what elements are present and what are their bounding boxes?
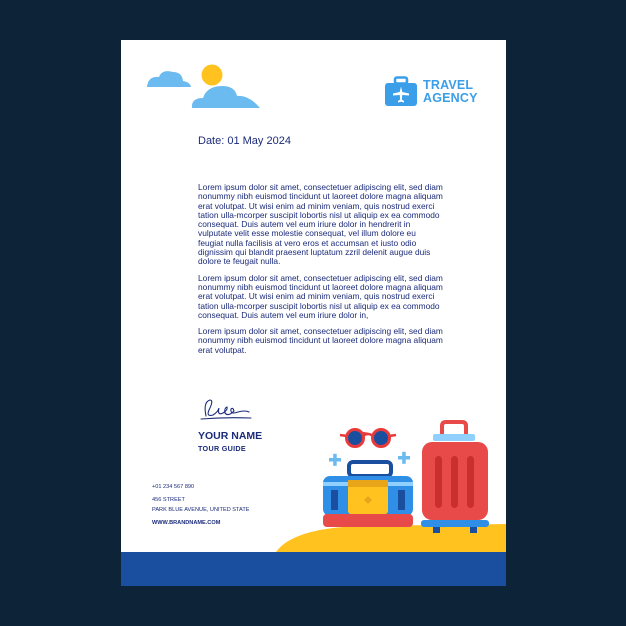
sun-icon bbox=[202, 65, 223, 86]
signer-name: YOUR NAME bbox=[198, 430, 263, 442]
sunglasses-icon bbox=[340, 430, 396, 447]
contact-website: WWW.BRANDNAME.COM bbox=[152, 520, 221, 526]
suitcase-icon bbox=[421, 422, 489, 533]
signer-role: TOUR GUIDE bbox=[198, 444, 246, 453]
travel-illustration bbox=[121, 410, 506, 586]
footer-band bbox=[121, 552, 506, 586]
brand-line-2: AGENCY bbox=[423, 91, 478, 105]
briefcase-plane-icon bbox=[384, 76, 418, 108]
brand-line-1: TRAVEL bbox=[423, 78, 474, 92]
letter-body bbox=[198, 183, 443, 362]
paragraph-1: Lorem ipsum dolor sit amet, consectetuer adipiscing elit, sed diam nonummy nibh euismod tincidunt ut laoreet dolore magna aliquam erat volutpat. Ut wisi enim ad minim veniam, quis nostrud exerci tation ulla-mcorper suscipit lobortis nisl ut aliquip ex ea commodo consequat. Duis autem vel eum iriure dolor in hendrerit in vulputate velit esse molestie consequat, vel illum dolore eu feugiat nulla facilisis at vero eros et accumsan et iusto odio dignissim qui blandit praesent luptatum zzril delenit augue duis dolore te feugait nulla. bbox=[198, 182, 443, 267]
brand-logo bbox=[384, 76, 478, 108]
brand-name bbox=[423, 79, 478, 105]
letter-date: Date: 01 May 2024 bbox=[198, 135, 291, 147]
contact-address-line-1: 456 STREET bbox=[152, 497, 185, 503]
paragraph-2: Lorem ipsum dolor sit amet, consectetuer adipiscing elit, sed diam nonummy nibh euismod tincidunt ut laoreet dolore magna aliquam erat volutpat. Ut wisi enim ad minim veniam, quis nostrud exerci tation ulla-mcorper suscipit lobortis nisl ut aliquip ex ea commodo consequat. Duis autem vel eum iriure dolor in, bbox=[198, 272, 443, 320]
travel-bag-icon bbox=[323, 462, 413, 527]
sun-cloud-decoration bbox=[145, 62, 265, 110]
contact-phone: +01 234 567 890 bbox=[152, 484, 195, 490]
contact-address-line-2: PARK BLUE AVENUE, UNITED STATE bbox=[152, 507, 250, 513]
paragraph-3: Lorem ipsum dolor sit amet, consectetuer adipiscing elit, sed diam nonummy nibh euismod tincidunt ut laoreet dolore magna aliquam erat volutpat. bbox=[198, 326, 443, 355]
letterhead-page bbox=[121, 40, 506, 586]
